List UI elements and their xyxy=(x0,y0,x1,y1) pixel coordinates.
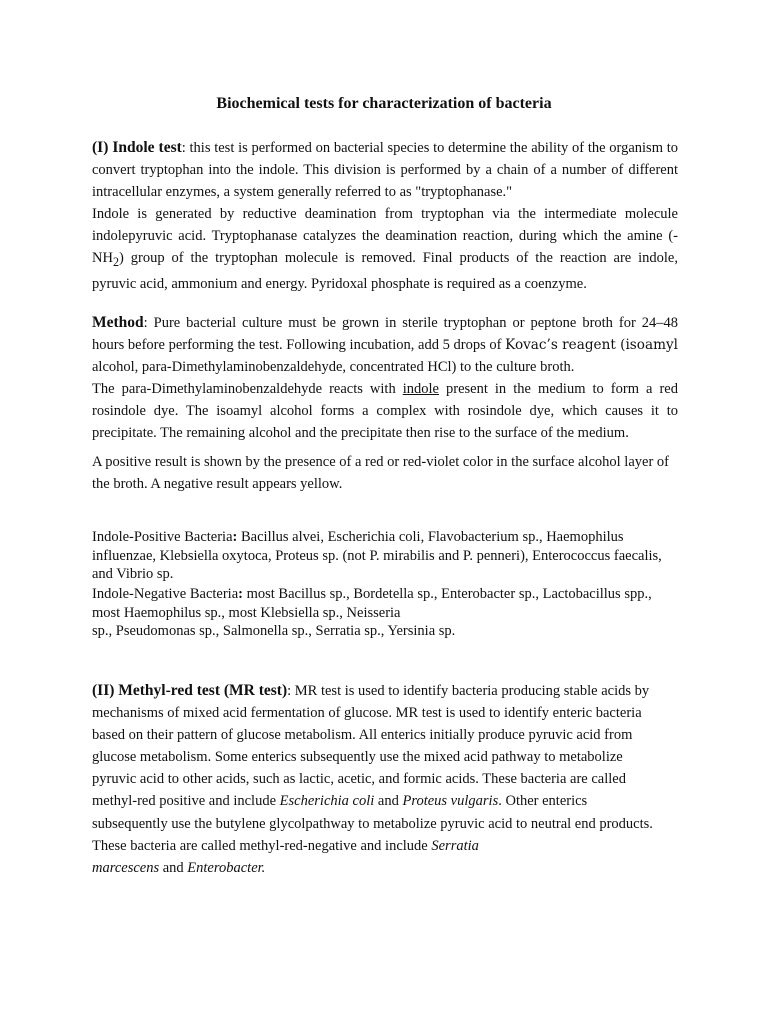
negative-bacteria-text-1: most Bacillus sp., Bordetella sp., Enterobacter sp., Lactobacillus spp., xyxy=(242,586,652,602)
negative-line-2: most Haemophilus sp., most Klebsiella sp., Neisseria xyxy=(92,604,401,621)
mr-line-3: based on their pattern of glucose metabolism. All enterics initially produce pyruvic acid from xyxy=(92,727,633,744)
method-paragraph-2 xyxy=(92,378,678,444)
method-paragraph-1 xyxy=(92,312,678,378)
indole-mechanism-text-b: ) group of the tryptophan molecule is removed. Final products of the reaction are indole, pyruvic acid, ammonium and energy. Pyridoxal phosphate is required as a coenzyme. xyxy=(92,250,678,292)
serratia-text: Serratia xyxy=(431,837,479,854)
indole-section xyxy=(92,137,678,295)
mr-line-8 xyxy=(92,835,692,857)
mr-line-9 xyxy=(92,857,692,879)
escherichia-coli-text: Escherichia coli xyxy=(279,793,375,810)
method-text-a: : Pure bacterial culture must be grown in sterile tryptophan or peptone broth for 24–48 hours before performing the test. Following incubation, add 5 drops of xyxy=(92,315,678,353)
negative-label: Indole-Negative Bacteria xyxy=(92,586,239,602)
mr-line-6-text-b: . Other enterics xyxy=(498,793,588,810)
methyl-red-section xyxy=(92,680,692,879)
negative-line-3: sp., Pseudomonas sp., Salmonella sp., Serratia sp., Yersinia sp. xyxy=(92,623,456,639)
indole-mechanism-text-a: Indole is generated by reductive deamination from tryptophan via the intermediate molecule indolepyruvic acid. Tryptophanase catalyzes the deamination reaction, during which the amine (-NH xyxy=(92,206,678,266)
mr-line-2: mechanisms of mixed acid fermentation of glucose. MR test is used to identify enteric bacteria xyxy=(92,705,642,722)
mr-line-7: subsequently use the butylene glycolpathway to metabolize pyruvic acid to neutral end products. xyxy=(92,815,653,832)
mr-line-8-text: These bacteria are called methyl-red-negative and include xyxy=(92,837,432,854)
indole-paragraph-2 xyxy=(92,203,678,295)
marcescens-text: marcescens xyxy=(92,859,160,876)
proteus-vulgaris-text: Proteus vulgaris xyxy=(402,793,499,810)
method-section xyxy=(92,312,678,444)
mr-line-4: glucose metabolism. Some enterics subsequently use the mixed acid pathway to metabolize xyxy=(92,749,623,766)
mr-line-5: pyruvic acid to other acids, such as lactic, acetic, and formic acids. These bacteria are called xyxy=(92,771,626,788)
indole-heading: (I) Indole test xyxy=(92,139,182,156)
page-title: Biochemical tests for characterization of bacteria xyxy=(216,95,552,112)
mr-line-9-and: and xyxy=(159,859,188,876)
result-paragraph: A positive result is shown by the presence of a red or red-violet color in the surface alcohol layer of the broth. A negative result appears yellow. xyxy=(92,454,669,492)
indole-positive-list xyxy=(92,528,678,584)
positive-label: Indole-Positive Bacteria xyxy=(92,529,233,545)
negative-colon: : xyxy=(238,586,243,602)
positive-colon: : xyxy=(232,529,238,545)
mr-line-1 xyxy=(92,680,692,702)
kovacs-reagent-text: Kovac’s reagent (isoamyl xyxy=(505,337,678,353)
mr-line-1-text: : MR test is used to identify bacteria producing stable acids by xyxy=(287,683,650,699)
positive-bacteria-text: Bacillus alvei, Escherichia coli, Flavobacterium sp., Haemophilus influenzae, Klebsiella oxytoca, Proteus sp. (not P. mirabilis and P. penneri), Enterococcus faecalis, and Vibrio sp. xyxy=(92,529,662,582)
mr-line-6 xyxy=(92,790,692,812)
method-reaction-text-b: present in the medium to form a red rosindole dye. The isoamyl alcohol forms a complex with rosindole dye, which causes it to precipitate. The remaining alcohol and the precipitate then rise to the surface of the medium. xyxy=(92,381,678,441)
nh2-subscript: 2 xyxy=(112,254,119,269)
enterobacter-text: Enterobacter. xyxy=(187,859,266,876)
negative-line-1 xyxy=(92,585,678,604)
indole-negative-list xyxy=(92,585,678,641)
method-text-b: alcohol, para-Dimethylaminobenzaldehyde, concentrated HCl) to the culture broth. xyxy=(92,359,575,375)
method-reaction-text-a: The para-Dimethylaminobenzaldehyde reacts with xyxy=(92,381,403,397)
mr-line-6-text-a: methyl-red positive and include xyxy=(92,793,280,810)
mr-line-6-and: and xyxy=(374,793,403,810)
mr-heading: (II) Methyl-red test (MR test) xyxy=(92,682,288,699)
method-heading: Method xyxy=(92,314,144,331)
indole-intro-text: : this test is performed on bacterial species to determine the ability of the organism to convert tryptophan into the indole. This division is performed by a chain of a number of different intracellular enzymes, a system generally referred to as "tryptophanase." xyxy=(92,140,678,200)
indole-link[interactable]: indole xyxy=(402,381,439,397)
indole-paragraph-1 xyxy=(92,137,678,203)
